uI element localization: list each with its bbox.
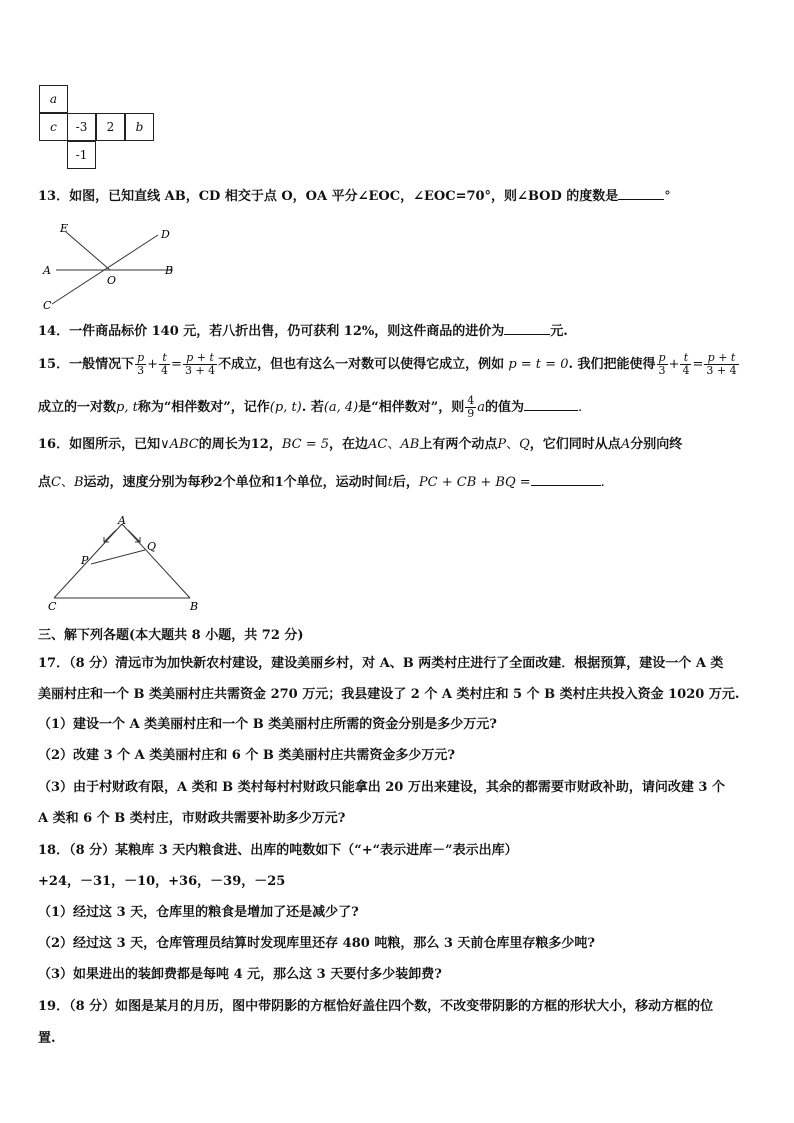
label-C: C — [48, 600, 57, 613]
question-18-sub2: （2）经过这 3 天，仓库管理员结算时发现库里还存 480 吨粮，那么 3 天前仓库里存粮多少吨? — [38, 936, 596, 951]
section-heading-3: 三、解下列各题(本大题共 8 小题，共 72 分) — [38, 628, 304, 643]
question-17-line1: 17．（8 分）清远市为加快新农村建设，建设美丽乡村，对 A、B 两类村庄进行了全面改建．根据预算，建设一个 A 类 — [38, 656, 724, 671]
fraction-4-9: $\frac{4}{9}$ — [467, 394, 475, 420]
label-E: E — [60, 222, 69, 235]
question-18-sub1: （1）经过这 3 天，仓库里的粮食是增加了还是减少了? — [38, 905, 359, 920]
question-17-sub3-line2: A 类和 6 个 B 类村庄，市财政共需要补助多少万元? — [38, 811, 346, 826]
label-B: B — [190, 600, 199, 613]
label-P: P — [81, 554, 89, 567]
label-A: A — [43, 264, 51, 277]
question-13: 13．如图，已知直线 AB，CD 相交于点 O，OA 平分∠EOC，∠EOC=70°，则∠BOD 的度数是 ° — [38, 189, 671, 204]
question-17-sub1: （1）建设一个 A 类美丽村庄和一个 B 类美丽村庄所需的资金分别是多少万元? — [38, 717, 497, 732]
angle-diagram-13 — [38, 218, 188, 310]
question-18-data: +24，－31，－10，+36，－39，－25 — [38, 874, 286, 889]
question-16-line1: 16．如图所示，已知∨ABC的周长为12，BC = 5，在边AC、AB上有两个动点P、Q，它们同时从点A分别向终 — [38, 437, 683, 452]
label-Q: Q — [147, 540, 157, 553]
label-B: B — [165, 264, 174, 277]
net-cell-neg3: -3 — [67, 113, 96, 141]
net-cell-a: a — [39, 85, 68, 113]
answer-blank-13 — [618, 187, 664, 200]
question-15-line1: 15．一般情况下 $\frac{p}{3}$ + $\frac{t}{4}$ = $\frac{p + t}{3 + 4}$ 不成立，但也有这么一对数可以使得它成立，例如 p = t = 0. 我们把能使得 $\frac{p}{3}$ + $\frac{t}{4}$ = $\frac{p + t}{3 + 4}$ — [38, 351, 737, 377]
fraction-p-3: $\frac{p}{3}$ — [137, 351, 145, 377]
net-cell-b: b — [125, 113, 154, 141]
label-A: A — [118, 514, 126, 527]
answer-blank-14 — [504, 322, 550, 335]
triangle-diagram-16 — [40, 512, 210, 614]
question-14: 14．一件商品标价 140 元，若八折出售，仍可获利 12%，则这件商品的进价为 元. — [38, 324, 568, 339]
label-O: O — [107, 274, 117, 287]
answer-blank-15 — [524, 398, 578, 411]
label-C: C — [43, 299, 52, 310]
answer-blank-16 — [531, 473, 601, 486]
net-cell-c: c — [39, 113, 68, 141]
fraction-pt-34: $\frac{p + t}{3 + 4}$ — [184, 351, 216, 377]
question-19-line1: 19．（8 分）如图是某月的月历，图中带阴影的方框恰好盖住四个数，不改变带阴影的方框的形状大小，移动方框的位 — [38, 999, 714, 1014]
question-15-line2: 成立的一对数p, t称为“相伴数对”，记作(p, t). 若(a, 4)是“相伴数对”，则 $\frac{4}{9}$ a的值为 . — [38, 394, 583, 420]
question-17-sub3-line1: （3）由于村财政有限，A 类和 B 类村每村村财政只能拿出 20 万出来建设，其余的都需要市财政补助，请问改建 3 个 — [38, 780, 725, 795]
question-17-line2: 美丽村庄和一个 B 类美丽村庄共需资金 270 万元；我县建设了 2 个 A 类村庄和 5 个 B 类村庄共投入资金 1020 万元. — [38, 687, 740, 702]
question-16-line2: 点C、B运动，速度分别为每秒2个单位和1个单位，运动时间t后，PC + CB + BQ = . — [38, 475, 605, 490]
net-cell-neg1: -1 — [67, 141, 96, 169]
question-18-line1: 18．（8 分）某粮库 3 天内粮食进、出库的吨数如下（“+“表示进库－”表示出库） — [38, 843, 518, 858]
net-cell-2: 2 — [96, 113, 125, 141]
question-19-line2: 置. — [38, 1031, 56, 1046]
fraction-t-4: $\frac{t}{4}$ — [161, 351, 169, 377]
question-17-sub2: （2）改建 3 个 A 类美丽村庄和 6 个 B 类美丽村庄共需资金多少万元? — [38, 748, 456, 763]
question-18-sub3: （3）如果进出的装卸费都是每吨 4 元，那么这 3 天要付多少装卸费? — [38, 967, 442, 982]
label-D: D — [161, 228, 170, 241]
